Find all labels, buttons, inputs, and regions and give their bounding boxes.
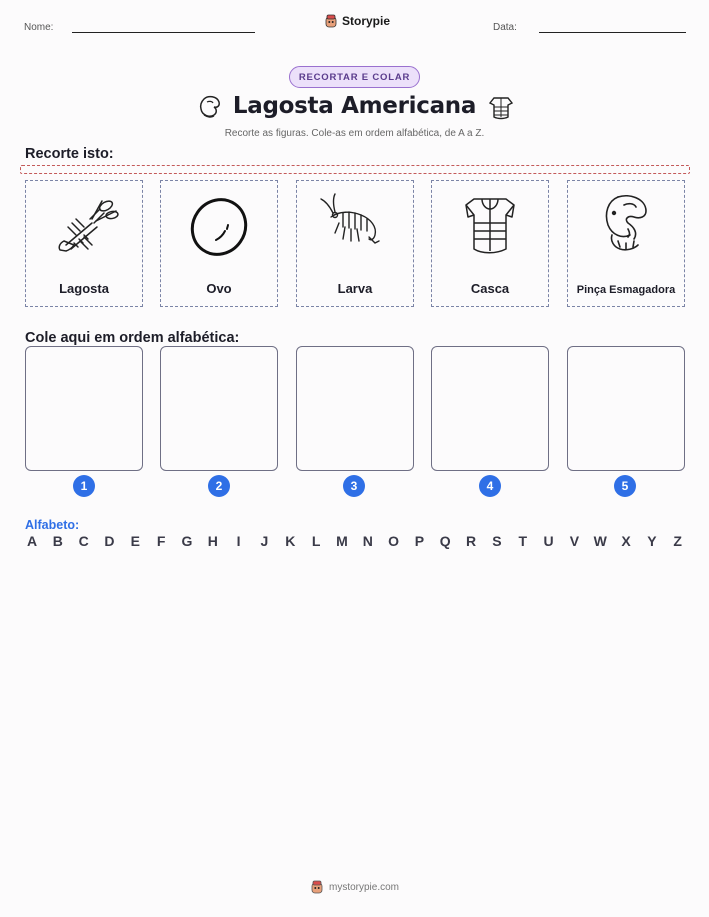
alphabet-letter: S bbox=[492, 533, 502, 549]
card-larva[interactable] bbox=[296, 180, 414, 307]
storypie-mascot-icon bbox=[310, 880, 324, 894]
alphabet-letter: I bbox=[236, 533, 241, 549]
alphabet-letter: Z bbox=[673, 533, 682, 549]
alphabet-letter: O bbox=[388, 533, 400, 549]
card-lagosta[interactable] bbox=[25, 180, 143, 307]
storypie-mascot-icon bbox=[324, 14, 338, 28]
alphabet-letter: Y bbox=[647, 533, 657, 549]
alphabet-row bbox=[25, 533, 685, 549]
paste-box-3[interactable] bbox=[296, 346, 414, 471]
paste-box-5[interactable] bbox=[567, 346, 685, 471]
alphabet-letter: D bbox=[104, 533, 115, 549]
alphabet-letter: E bbox=[130, 533, 140, 549]
alphabet-letter: F bbox=[156, 533, 166, 549]
paste-box-4[interactable] bbox=[431, 346, 549, 471]
alphabet-letter: P bbox=[414, 533, 425, 549]
page-title: Lagosta Americana bbox=[232, 93, 477, 119]
date-line[interactable] bbox=[539, 32, 686, 33]
alphabet-letter: U bbox=[543, 533, 554, 549]
card-label: Larva bbox=[337, 281, 373, 296]
footer-url[interactable]: mystorypie.com bbox=[328, 881, 399, 893]
alphabet-letter: K bbox=[285, 533, 296, 549]
paste-box-1[interactable] bbox=[25, 346, 143, 471]
name-line[interactable] bbox=[72, 32, 255, 33]
shell-armor-icon bbox=[486, 92, 516, 122]
alphabet-heading: Alfabeto: bbox=[25, 518, 80, 532]
alphabet-letter: L bbox=[311, 533, 321, 549]
alphabet-letter: M bbox=[336, 533, 348, 549]
activity-badge: RECORTAR E COLAR bbox=[289, 66, 420, 88]
crusher-claw-icon bbox=[588, 189, 664, 265]
alphabet-letter: J bbox=[260, 533, 269, 549]
alphabet-letter: C bbox=[78, 533, 89, 549]
number-badge-2: 2 bbox=[208, 475, 230, 497]
alphabet-letter: X bbox=[621, 533, 631, 549]
paste-heading: Cole aqui em ordem alfabética: bbox=[25, 330, 240, 346]
footer bbox=[0, 880, 709, 894]
number-badge-4: 4 bbox=[479, 475, 501, 497]
larva-shrimp-icon bbox=[317, 189, 393, 265]
alphabet-letter: V bbox=[569, 533, 580, 549]
card-pinca-esmagadora[interactable] bbox=[567, 180, 685, 307]
alphabet-letter: G bbox=[181, 533, 193, 549]
alphabet-letter: T bbox=[518, 533, 528, 549]
shell-armor-icon bbox=[452, 189, 528, 265]
alphabet-letter: N bbox=[362, 533, 373, 549]
card-casca[interactable] bbox=[431, 180, 549, 307]
card-label: Casca bbox=[470, 281, 510, 296]
egg-icon bbox=[181, 189, 257, 265]
name-label: Nome: bbox=[24, 22, 54, 33]
alphabet-letter: W bbox=[593, 533, 607, 549]
alphabet-letter: A bbox=[26, 533, 38, 549]
lobster-icon bbox=[46, 189, 122, 265]
card-label: Ovo bbox=[206, 281, 232, 296]
brand-logo bbox=[324, 14, 390, 28]
cut-line bbox=[20, 165, 690, 174]
card-ovo[interactable] bbox=[160, 180, 278, 307]
date-label: Data: bbox=[493, 22, 517, 33]
paste-box-2[interactable] bbox=[160, 346, 278, 471]
number-badge-3: 3 bbox=[343, 475, 365, 497]
card-label: Lagosta bbox=[59, 281, 109, 296]
alphabet-letter: B bbox=[52, 533, 63, 549]
card-label: Pinça Esmagadora bbox=[576, 284, 676, 296]
instructions: Recorte as figuras. Cole-as em ordem alfabética, de A a Z. bbox=[224, 128, 485, 139]
alphabet-letter: Q bbox=[439, 533, 451, 549]
cut-heading: Recorte isto: bbox=[25, 146, 114, 162]
number-badge-1: 1 bbox=[73, 475, 95, 497]
brand-name: Storypie bbox=[342, 14, 391, 28]
alphabet-letter: R bbox=[466, 533, 477, 549]
number-badge-5: 5 bbox=[614, 475, 636, 497]
alphabet-letter: H bbox=[207, 533, 218, 549]
